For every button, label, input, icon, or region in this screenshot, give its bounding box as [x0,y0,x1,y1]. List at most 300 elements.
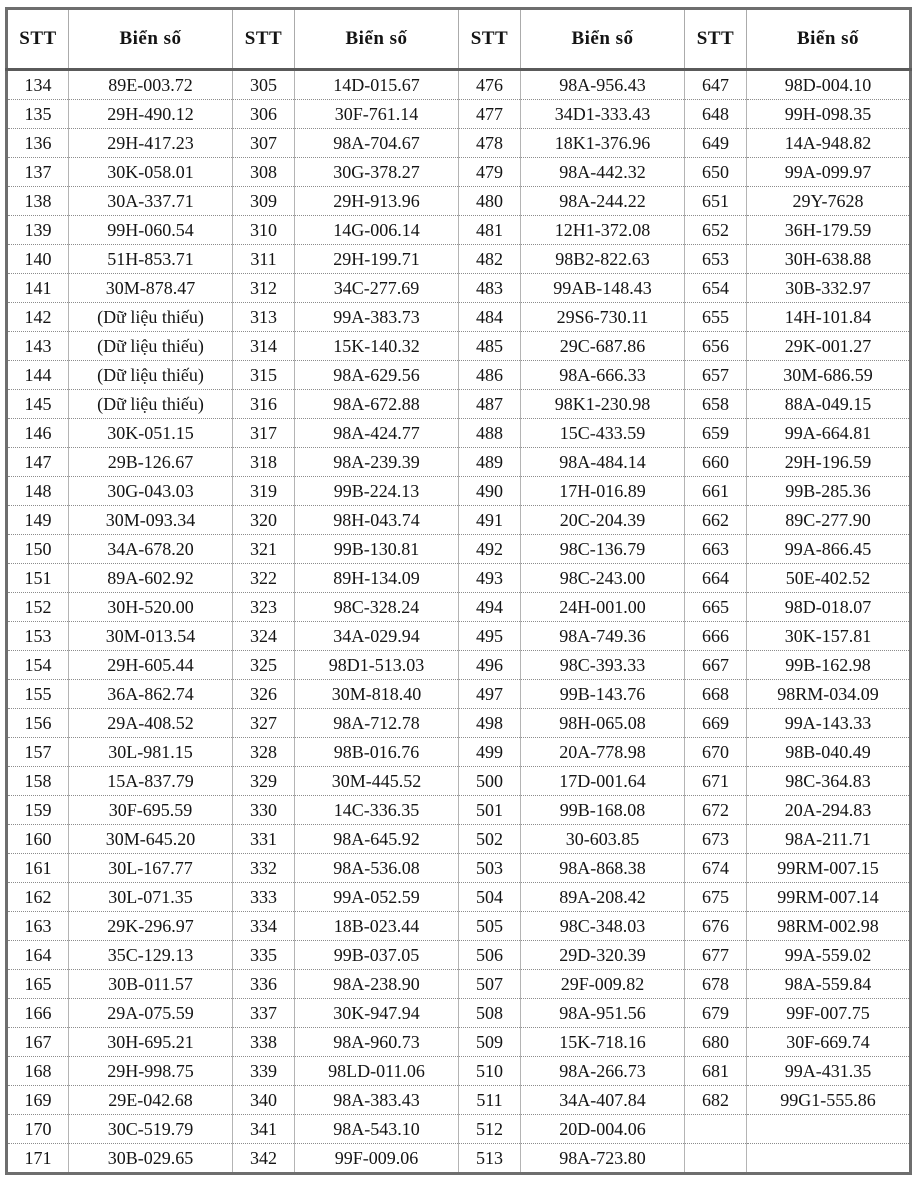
table-row [7,738,911,767]
stt-cell: 664 [685,564,747,593]
table-row [7,680,911,709]
stt-cell: 144 [7,361,69,390]
plate-cell: 99B-130.81 [295,535,459,564]
plate-cell: 30H-695.21 [69,1028,233,1057]
stt-cell: 136 [7,129,69,158]
stt-cell: 163 [7,912,69,941]
stt-cell: 680 [685,1028,747,1057]
table-row [7,709,911,738]
stt-cell: 326 [233,680,295,709]
stt-cell: 488 [459,419,521,448]
plate-cell: 30B-011.57 [69,970,233,999]
stt-cell: 324 [233,622,295,651]
plate-cell: 98A-672.88 [295,390,459,419]
column-header-stt-3: STT [459,9,521,70]
stt-cell: 682 [685,1086,747,1115]
plate-cell: 17D-001.64 [521,767,685,796]
plate-cell: 98A-629.56 [295,361,459,390]
plate-cell: 98A-956.43 [521,70,685,100]
plate-cell: 30L-981.15 [69,738,233,767]
plate-cell: 30M-818.40 [295,680,459,709]
plate-cell: 30C-519.79 [69,1115,233,1144]
plate-cell: 29B-126.67 [69,448,233,477]
plate-cell: 30K-947.94 [295,999,459,1028]
plate-cell: 98A-239.39 [295,448,459,477]
plate-cell: 98A-424.77 [295,419,459,448]
table-row [7,129,911,158]
table-row [7,70,911,100]
plate-cell: 99A-559.02 [747,941,911,970]
plate-cell: 30K-157.81 [747,622,911,651]
stt-cell: 677 [685,941,747,970]
stt-cell: 170 [7,1115,69,1144]
plate-cell: 98C-328.24 [295,593,459,622]
plate-cell: 30L-071.35 [69,883,233,912]
plate-cell: 98H-043.74 [295,506,459,535]
stt-cell: 166 [7,999,69,1028]
table-row [7,477,911,506]
stt-cell: 310 [233,216,295,245]
stt-cell: 319 [233,477,295,506]
plate-cell: 99A-866.45 [747,535,911,564]
stt-cell [685,1144,747,1174]
plate-cell: (Dữ liệu thiếu) [69,390,233,419]
table-row [7,100,911,129]
stt-cell: 140 [7,245,69,274]
plate-cell: 29H-913.96 [295,187,459,216]
plate-cell: 35C-129.13 [69,941,233,970]
column-header-plate-1: Biển số [69,9,233,70]
stt-cell: 673 [685,825,747,854]
stt-cell: 670 [685,738,747,767]
stt-cell: 306 [233,100,295,129]
plate-cell: 89E-003.72 [69,70,233,100]
plate-cell: 98H-065.08 [521,709,685,738]
stt-cell: 147 [7,448,69,477]
plate-cell: 98A-712.78 [295,709,459,738]
stt-cell: 476 [459,70,521,100]
plate-cell: 15K-140.32 [295,332,459,361]
stt-cell: 504 [459,883,521,912]
column-header-plate-4: Biển số [747,9,911,70]
stt-cell: 652 [685,216,747,245]
plate-cell: 34A-678.20 [69,535,233,564]
plate-cell: 30H-520.00 [69,593,233,622]
plate-cell: 99F-007.75 [747,999,911,1028]
stt-cell: 663 [685,535,747,564]
stt-cell [685,1115,747,1144]
stt-cell: 650 [685,158,747,187]
column-header-plate-2: Biển số [295,9,459,70]
stt-cell: 477 [459,100,521,129]
plate-cell: 99F-009.06 [295,1144,459,1174]
stt-cell: 669 [685,709,747,738]
table-row [7,303,911,332]
stt-cell: 491 [459,506,521,535]
stt-cell: 667 [685,651,747,680]
plate-cell: 99B-143.76 [521,680,685,709]
plate-cell: 89H-134.09 [295,564,459,593]
plate-cell: 99B-037.05 [295,941,459,970]
plate-cell: 30M-645.20 [69,825,233,854]
table-row [7,970,911,999]
plate-cell: 98RM-034.09 [747,680,911,709]
stt-cell: 153 [7,622,69,651]
stt-cell: 328 [233,738,295,767]
plate-cell: 30B-332.97 [747,274,911,303]
plate-cell: 98A-536.08 [295,854,459,883]
plate-cell: 99B-168.08 [521,796,685,825]
stt-cell: 676 [685,912,747,941]
plate-cell: 99G1-555.86 [747,1086,911,1115]
stt-cell: 331 [233,825,295,854]
table-row [7,448,911,477]
table-row [7,361,911,390]
stt-cell: 164 [7,941,69,970]
stt-cell: 483 [459,274,521,303]
stt-cell: 499 [459,738,521,767]
table-row [7,535,911,564]
table-row [7,216,911,245]
plate-cell: 14H-101.84 [747,303,911,332]
plate-cell: 34A-029.94 [295,622,459,651]
stt-cell: 312 [233,274,295,303]
plate-cell: (Dữ liệu thiếu) [69,361,233,390]
column-header-stt-2: STT [233,9,295,70]
plate-cell: 30G-043.03 [69,477,233,506]
plate-cell: 36H-179.59 [747,216,911,245]
plate-cell: 34A-407.84 [521,1086,685,1115]
stt-cell: 158 [7,767,69,796]
column-header-stt-1: STT [7,9,69,70]
stt-cell: 503 [459,854,521,883]
stt-cell: 481 [459,216,521,245]
stt-cell: 323 [233,593,295,622]
plate-cell: 99RM-007.14 [747,883,911,912]
plate-cell: 99A-664.81 [747,419,911,448]
stt-cell: 315 [233,361,295,390]
plate-cell: 98A-960.73 [295,1028,459,1057]
stt-cell: 490 [459,477,521,506]
plate-cell: 99AB-148.43 [521,274,685,303]
plate-cell: 34C-277.69 [295,274,459,303]
stt-cell: 162 [7,883,69,912]
table-row [7,187,911,216]
stt-cell: 651 [685,187,747,216]
plate-cell: (Dữ liệu thiếu) [69,303,233,332]
stt-cell: 487 [459,390,521,419]
stt-cell: 165 [7,970,69,999]
plate-cell: 24H-001.00 [521,593,685,622]
plate-cell: 20C-204.39 [521,506,685,535]
table-row [7,651,911,680]
plate-cell: 30M-093.34 [69,506,233,535]
stt-cell: 308 [233,158,295,187]
stt-cell: 657 [685,361,747,390]
plate-cell: 17H-016.89 [521,477,685,506]
table-row [7,1086,911,1115]
stt-cell: 649 [685,129,747,158]
stt-cell: 648 [685,100,747,129]
stt-cell: 329 [233,767,295,796]
stt-cell: 495 [459,622,521,651]
stt-cell: 149 [7,506,69,535]
plate-cell: 98B2-822.63 [521,245,685,274]
stt-cell: 334 [233,912,295,941]
stt-cell: 656 [685,332,747,361]
stt-cell: 141 [7,274,69,303]
table-row [7,825,911,854]
plate-cell: 98A-543.10 [295,1115,459,1144]
plate-cell: 36A-862.74 [69,680,233,709]
stt-cell: 675 [685,883,747,912]
plate-cell: 98A-666.33 [521,361,685,390]
stt-cell: 160 [7,825,69,854]
stt-cell: 336 [233,970,295,999]
stt-cell: 493 [459,564,521,593]
stt-cell: 157 [7,738,69,767]
plate-cell: 30A-337.71 [69,187,233,216]
stt-cell: 134 [7,70,69,100]
plate-cell: 15C-433.59 [521,419,685,448]
stt-cell: 309 [233,187,295,216]
table-row [7,274,911,303]
stt-cell: 511 [459,1086,521,1115]
plate-cell: 20A-778.98 [521,738,685,767]
stt-cell: 148 [7,477,69,506]
plate-cell: 29H-199.71 [295,245,459,274]
plate-cell: 98LD-011.06 [295,1057,459,1086]
stt-cell: 674 [685,854,747,883]
plate-cell: 30H-638.88 [747,245,911,274]
plate-cell: 99A-099.97 [747,158,911,187]
table-row [7,941,911,970]
stt-cell: 501 [459,796,521,825]
plate-cell: 99B-162.98 [747,651,911,680]
stt-cell: 654 [685,274,747,303]
plate-cell: 29K-296.97 [69,912,233,941]
table-body [7,70,911,1174]
plate-cell: 51H-853.71 [69,245,233,274]
plate-cell: 98C-364.83 [747,767,911,796]
stt-cell: 494 [459,593,521,622]
stt-cell: 482 [459,245,521,274]
column-header-plate-3: Biển số [521,9,685,70]
stt-cell: 337 [233,999,295,1028]
stt-cell: 159 [7,796,69,825]
table-row [7,593,911,622]
stt-cell: 335 [233,941,295,970]
plate-cell: 20A-294.83 [747,796,911,825]
plate-cell: 98A-383.43 [295,1086,459,1115]
plate-cell: 89C-277.90 [747,506,911,535]
plate-cell: 98C-348.03 [521,912,685,941]
plate-cell: 98C-393.33 [521,651,685,680]
plate-cell: 14G-006.14 [295,216,459,245]
stt-cell: 322 [233,564,295,593]
plate-cell: 30M-445.52 [295,767,459,796]
stt-cell: 478 [459,129,521,158]
table-row [7,767,911,796]
stt-cell: 668 [685,680,747,709]
table-row [7,158,911,187]
stt-cell: 332 [233,854,295,883]
stt-cell: 507 [459,970,521,999]
plate-cell: 99H-060.54 [69,216,233,245]
plate-cell: 89A-208.42 [521,883,685,912]
stt-cell: 502 [459,825,521,854]
plate-cell: 29H-196.59 [747,448,911,477]
stt-cell: 317 [233,419,295,448]
plate-cell: 29E-042.68 [69,1086,233,1115]
stt-cell: 154 [7,651,69,680]
table-row [7,796,911,825]
plate-cell: 98K1-230.98 [521,390,685,419]
table-row [7,390,911,419]
stt-cell: 327 [233,709,295,738]
plate-cell: 30K-058.01 [69,158,233,187]
table-row [7,622,911,651]
table-row [7,1144,911,1174]
plate-cell: 20D-004.06 [521,1115,685,1144]
stt-cell: 325 [233,651,295,680]
stt-cell: 321 [233,535,295,564]
table-row [7,999,911,1028]
stt-cell: 305 [233,70,295,100]
plate-cell: 30F-761.14 [295,100,459,129]
stt-cell: 151 [7,564,69,593]
plate-cell: 99A-143.33 [747,709,911,738]
plate-cell: 99RM-007.15 [747,854,911,883]
stt-cell: 498 [459,709,521,738]
stt-cell: 316 [233,390,295,419]
stt-cell: 156 [7,709,69,738]
stt-cell: 339 [233,1057,295,1086]
plate-cell: 98A-244.22 [521,187,685,216]
plate-cell: 50E-402.52 [747,564,911,593]
plate-cell: 29A-408.52 [69,709,233,738]
plate-cell: 98A-868.38 [521,854,685,883]
plate-cell: 30M-686.59 [747,361,911,390]
plate-cell: 30M-878.47 [69,274,233,303]
stt-cell: 672 [685,796,747,825]
plate-cell: 29D-320.39 [521,941,685,970]
table-row [7,1028,911,1057]
table-row [7,245,911,274]
stt-cell: 320 [233,506,295,535]
plate-cell: 29S6-730.11 [521,303,685,332]
plate-cell: 18B-023.44 [295,912,459,941]
plate-cell: 29Y-7628 [747,187,911,216]
plate-cell: 30G-378.27 [295,158,459,187]
stt-cell: 665 [685,593,747,622]
plate-cell: 98A-484.14 [521,448,685,477]
stt-cell: 500 [459,767,521,796]
stt-cell: 661 [685,477,747,506]
stt-cell: 138 [7,187,69,216]
stt-cell: 150 [7,535,69,564]
stt-cell: 660 [685,448,747,477]
table-row [7,883,911,912]
plate-cell: 30F-669.74 [747,1028,911,1057]
plate-cell: 14C-336.35 [295,796,459,825]
plate-cell: 98C-136.79 [521,535,685,564]
plate-cell: 29C-687.86 [521,332,685,361]
plate-cell: 99B-285.36 [747,477,911,506]
stt-cell: 342 [233,1144,295,1174]
plate-cell: 98RM-002.98 [747,912,911,941]
stt-cell: 492 [459,535,521,564]
stt-cell: 496 [459,651,521,680]
plate-cell [747,1115,911,1144]
plate-cell: 18K1-376.96 [521,129,685,158]
plate-cell: 98B-016.76 [295,738,459,767]
stt-cell: 678 [685,970,747,999]
stt-cell: 505 [459,912,521,941]
plate-cell: 98A-704.67 [295,129,459,158]
plate-cell: 88A-049.15 [747,390,911,419]
stt-cell: 658 [685,390,747,419]
stt-cell: 145 [7,390,69,419]
stt-cell: 311 [233,245,295,274]
stt-cell: 338 [233,1028,295,1057]
plate-cell: 29H-417.23 [69,129,233,158]
plate-cell: 30B-029.65 [69,1144,233,1174]
plate-cell: 30L-167.77 [69,854,233,883]
stt-cell: 142 [7,303,69,332]
stt-cell: 489 [459,448,521,477]
stt-cell: 484 [459,303,521,332]
plate-cell: 98B-040.49 [747,738,911,767]
plate-cell: 99B-224.13 [295,477,459,506]
column-header-stt-4: STT [685,9,747,70]
plate-cell: 30K-051.15 [69,419,233,448]
plate-cell: 29H-605.44 [69,651,233,680]
stt-cell: 653 [685,245,747,274]
table-row [7,912,911,941]
stt-cell: 655 [685,303,747,332]
plate-cell: 29A-075.59 [69,999,233,1028]
table-row [7,1115,911,1144]
plate-cell: 98A-211.71 [747,825,911,854]
stt-cell: 169 [7,1086,69,1115]
stt-cell: 479 [459,158,521,187]
stt-cell: 167 [7,1028,69,1057]
plate-cell: 98A-749.36 [521,622,685,651]
stt-cell: 509 [459,1028,521,1057]
plate-cell: 29H-998.75 [69,1057,233,1086]
plate-cell [747,1144,911,1174]
stt-cell: 171 [7,1144,69,1174]
plate-cell: 29K-001.27 [747,332,911,361]
stt-cell: 510 [459,1057,521,1086]
table-row [7,854,911,883]
plate-cell: 15K-718.16 [521,1028,685,1057]
stt-cell: 135 [7,100,69,129]
plate-cell: 98D-004.10 [747,70,911,100]
stt-cell: 681 [685,1057,747,1086]
plate-cell: 30-603.85 [521,825,685,854]
plate-cell: 14A-948.82 [747,129,911,158]
stt-cell: 512 [459,1115,521,1144]
table-row [7,419,911,448]
stt-cell: 168 [7,1057,69,1086]
stt-cell: 318 [233,448,295,477]
plate-cell: 98D-018.07 [747,593,911,622]
plate-cell: 99A-431.35 [747,1057,911,1086]
stt-cell: 340 [233,1086,295,1115]
stt-cell: 137 [7,158,69,187]
